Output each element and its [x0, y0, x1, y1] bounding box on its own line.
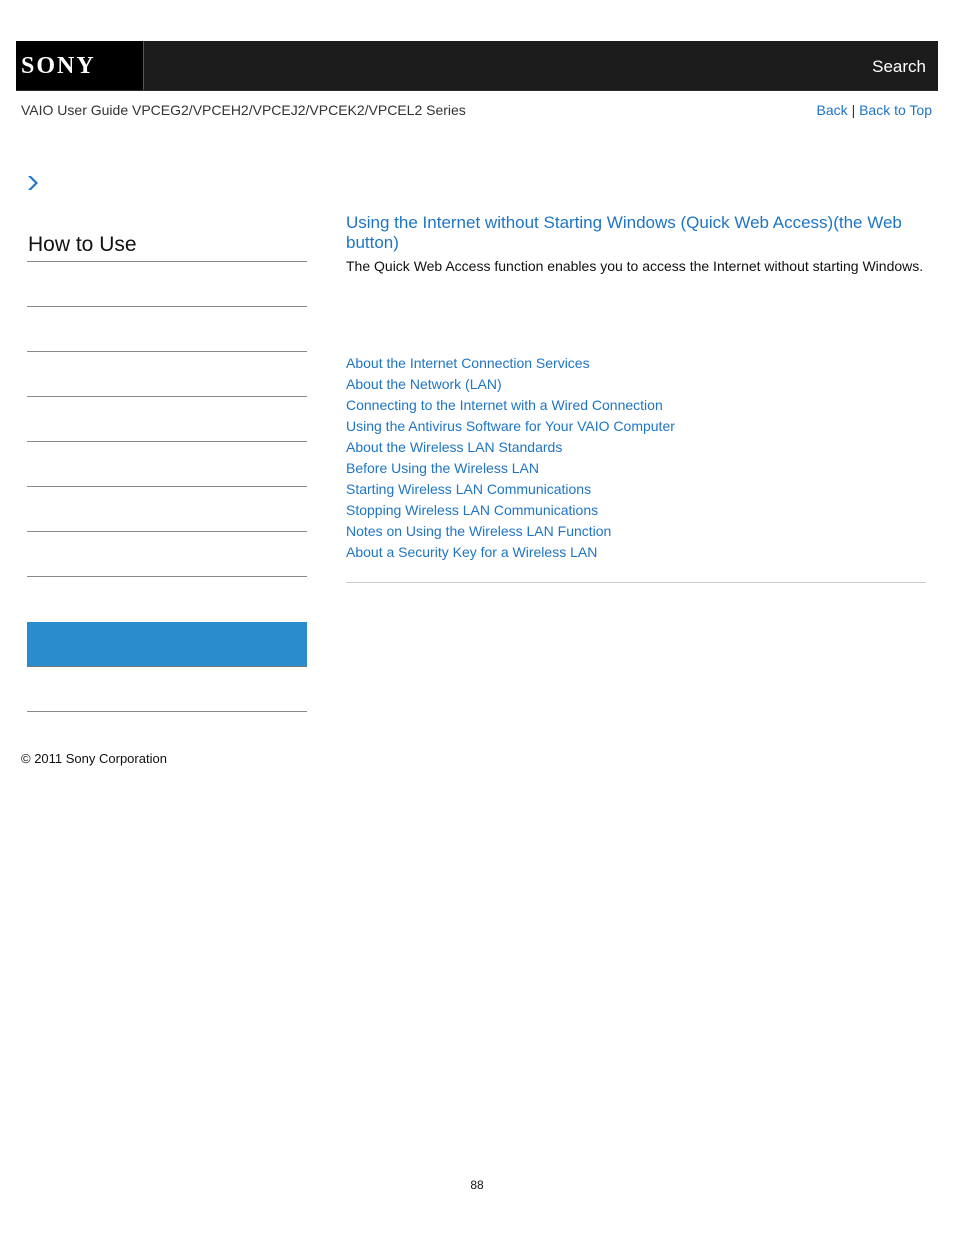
sidebar-title: How to Use	[27, 230, 307, 262]
logo-text: SONY	[21, 53, 96, 79]
sidebar-item[interactable]	[27, 667, 307, 712]
main-content	[346, 213, 926, 275]
sidebar-item[interactable]	[27, 442, 307, 487]
sidebar-item[interactable]	[27, 307, 307, 352]
related-link[interactable]: Notes on Using the Wireless LAN Function	[346, 523, 612, 539]
related-link[interactable]: Connecting to the Internet with a Wired Connection	[346, 397, 663, 413]
sidebar-item[interactable]	[27, 532, 307, 577]
guide-title: VAIO User Guide VPCEG2/VPCEH2/VPCEJ2/VPCEK2/VPCEL2 Series	[21, 102, 466, 118]
top-navigation-bar	[16, 41, 938, 91]
sidebar	[27, 230, 307, 712]
nav-separator: |	[851, 102, 856, 118]
sony-logo[interactable]	[16, 41, 144, 90]
back-link[interactable]: Back	[816, 102, 848, 118]
related-link[interactable]: About the Network (LAN)	[346, 376, 502, 392]
search-link[interactable]: Search	[872, 57, 926, 76]
sidebar-item-active[interactable]	[27, 622, 307, 667]
related-link[interactable]: About a Security Key for a Wireless LAN	[346, 544, 598, 560]
related-links-list	[346, 353, 675, 563]
sidebar-item[interactable]	[27, 487, 307, 532]
navigation-links	[817, 102, 932, 118]
related-link[interactable]: Starting Wireless LAN Communications	[346, 481, 592, 497]
copyright: © 2011 Sony Corporation	[21, 751, 167, 766]
sidebar-item[interactable]	[27, 262, 307, 307]
related-link[interactable]: About the Internet Connection Services	[346, 355, 590, 371]
chevron-right-icon[interactable]	[26, 175, 40, 191]
page-description: The Quick Web Access function enables you to access the Internet without starting Windows.	[346, 258, 924, 274]
sidebar-item[interactable]	[27, 352, 307, 397]
related-link[interactable]: Using the Antivirus Software for Your VAIO Computer	[346, 418, 675, 434]
page-number: 88	[470, 1178, 484, 1192]
page-title[interactable]: Using the Internet without Starting Windows (Quick Web Access)(the Web button)	[346, 213, 902, 252]
back-to-top-link[interactable]: Back to Top	[859, 102, 932, 118]
content-divider	[346, 582, 926, 583]
related-link[interactable]: Stopping Wireless LAN Communications	[346, 502, 599, 518]
sidebar-spacer	[27, 577, 307, 622]
related-link[interactable]: About the Wireless LAN Standards	[346, 439, 563, 455]
sidebar-item[interactable]	[27, 397, 307, 442]
related-link[interactable]: Before Using the Wireless LAN	[346, 460, 539, 476]
